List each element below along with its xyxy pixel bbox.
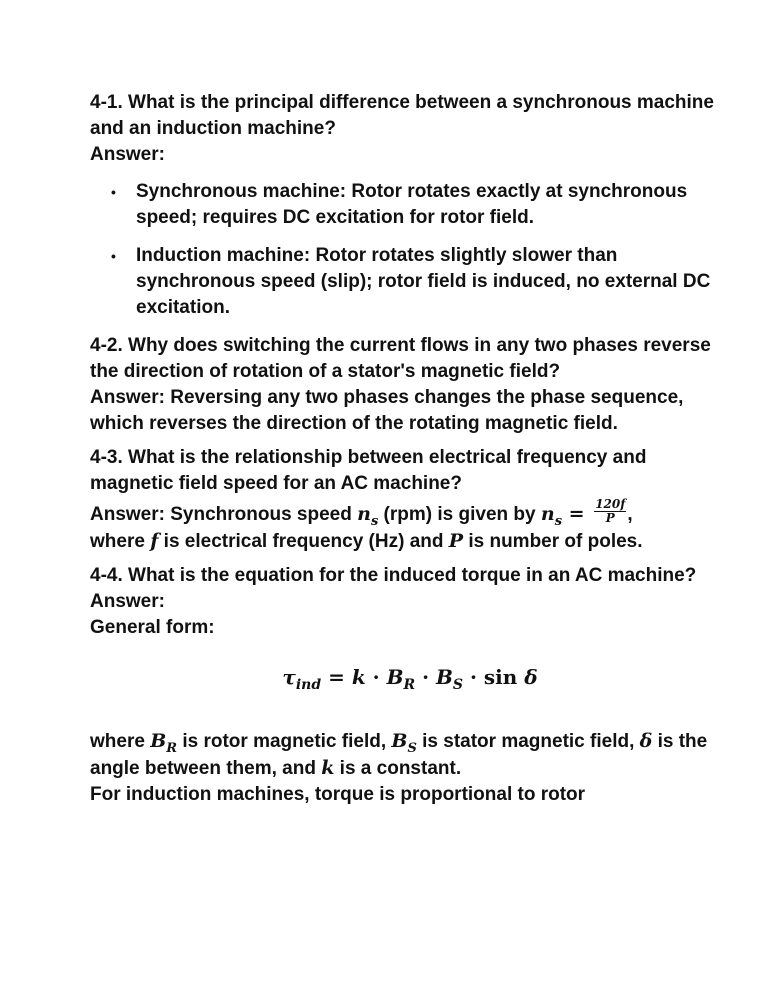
question-4-2-answer: Answer: Reversing any two phases changes the phase sequence, which reverses the direction of the rotating magnetic field. — [90, 387, 684, 434]
question-4-3-where: where f is electrical frequency (Hz) and P is number of poles. — [90, 530, 643, 552]
torque-explanation: where $B_R$ is rotor magnetic field, $B_S$ is stator magnetic field, δ is the angle between them, and k is a constant. — [90, 730, 708, 779]
document-page — [90, 90, 730, 816]
torque-equation: $\tau_{ind} = k \cdot B_R \cdot B_S \cdot \sin \delta$ — [282, 665, 538, 693]
question-4-3 — [90, 445, 730, 555]
bs-symbol: $B_S$ — [391, 730, 417, 756]
answer-bullet-list — [90, 179, 730, 321]
ns-symbol: $n_s$ — [357, 503, 379, 529]
speed-fraction: $\frac{120f}{P}$ — [595, 497, 626, 526]
answer-label: Answer: — [90, 144, 165, 165]
question-4-2 — [90, 333, 730, 437]
bullet-synchronous: • Synchronous machine: Rotor rotates exactly at synchronous speed; requires DC excitation for rotor field. — [90, 179, 730, 231]
question-4-3-title: 4-3. What is the relationship between electrical frequency and magnetic field speed for an AC machine? — [90, 447, 647, 494]
br-symbol: $B_R$ — [150, 730, 178, 756]
answer-label: Answer: — [90, 591, 165, 612]
torque-induction-note: For induction machines, torque is proportional to rotor — [90, 784, 586, 805]
question-4-1-title: 4-1. What is the principal difference between a synchronous machine and an induction machine? — [90, 92, 714, 139]
question-4-4 — [90, 563, 730, 808]
ns-symbol-formula: $n_s$ — [540, 503, 563, 529]
question-4-2-title: 4-2. Why does switching the current flows in any two phases reverse the direction of rotation of a stator's magnetic field? — [90, 335, 711, 382]
question-4-3-answer: Answer: Synchronous speed $n_s$ (rpm) is given by $n_s$ = $\frac{120f}{P}$ , — [90, 497, 633, 529]
bullet-induction: • Induction machine: Rotor rotates slightly slower than synchronous speed (slip); rotor field is induced, no external DC excitation. — [90, 243, 730, 321]
general-form-label: General form: — [90, 617, 215, 638]
question-4-1 — [90, 90, 730, 321]
question-4-4-title: 4-4. What is the equation for the induced torque in an AC machine? — [90, 565, 697, 586]
